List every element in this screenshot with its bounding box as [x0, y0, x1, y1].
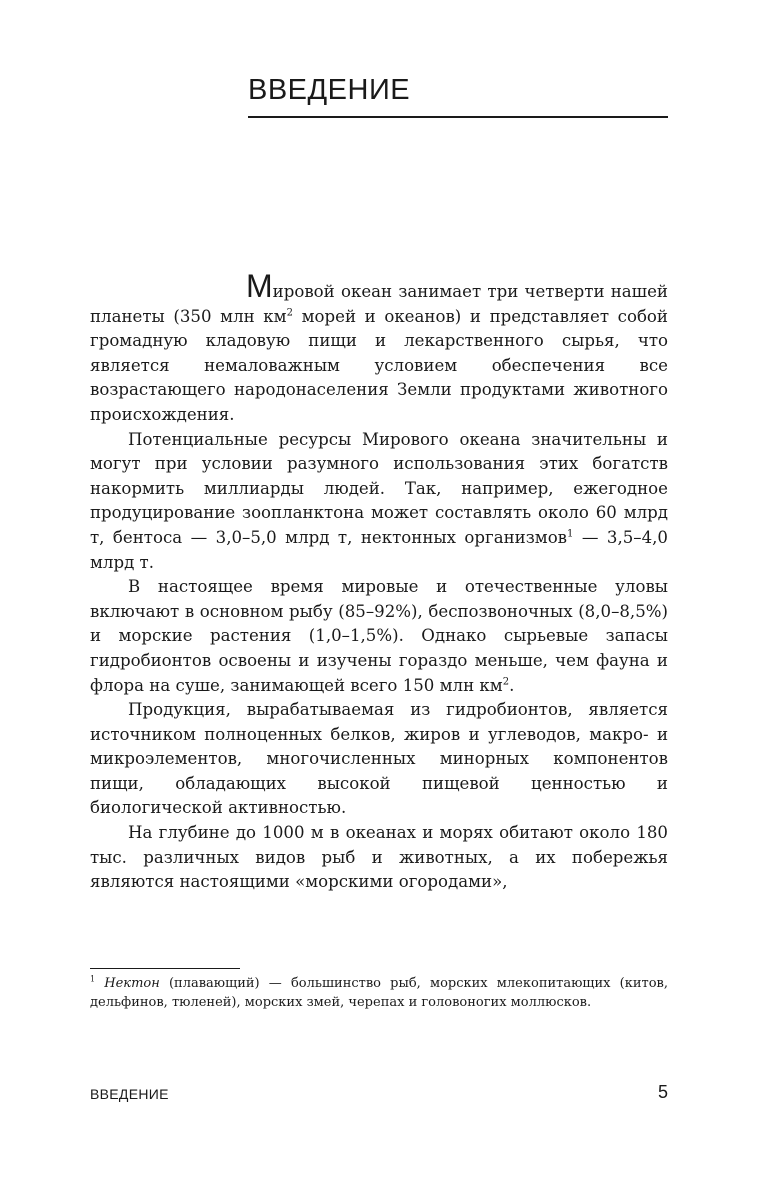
paragraph-1-text-2: морей и океанов) и представляет собой громадную кладовую пищи и лекарственного сырья, что является немаловажным условием обеспечения все возрастающего народонаселения Земли продуктами животного происхождения. [90, 306, 668, 424]
paragraph-4 [90, 698, 668, 821]
paragraph-3-text: В настоящее время мировые и отечественные уловы включают в основном рыбу (85–92%), беспозвоночных (8,0–8,5%) и морские растения (1,0–1,5%). Однако сырьевые запасы гидробионтов освоены и изучены гораздо меньше, чем фауна и флора на суше, занимающей всего 150 млн км [90, 577, 668, 695]
page-number: 5 [657, 1082, 668, 1102]
paragraph-4-text: Продукция, вырабатываемая из гидробионтов, является источником полноценных белков, жиров и углеводов, макро- и микроэлементов, многочисленных минорных компонентов пищи, обладающих высокой пищевой ценностью и биологической активностью. [90, 700, 668, 818]
superscript: 2 [502, 675, 510, 687]
chapter-title: ВВЕДЕНИЕ [248, 74, 411, 106]
footnote [90, 974, 668, 1012]
paragraph-2-text: Потенциальные ресурсы Мирового океана значительны и могут при условии разумного использования этих богатств накормить миллиарды людей. Так, например, ежегодное продуцирование зоопланктона может составлять около 60 млрд т, бентоса — 3,0–5,0 млрд т, нектонных организмов [90, 429, 668, 547]
paragraph-1 [90, 268, 668, 428]
paragraph-3 [90, 575, 668, 698]
main-text [90, 268, 668, 895]
footnote-reference[interactable]: 1 [567, 528, 574, 540]
paragraph-5 [90, 821, 668, 895]
paragraph-2 [90, 428, 668, 576]
running-title: ВВЕДЕНИЕ [90, 1086, 169, 1102]
paragraph-2-text-2: — 3,5–4,0 млрд т. [90, 527, 668, 572]
paragraph-3-text-2: . [509, 675, 515, 695]
dropcap: М [246, 268, 273, 304]
footnote-term: Нектон [104, 976, 160, 991]
superscript: 2 [286, 307, 293, 319]
paragraph-1-text: ировой океан занимает три четверти нашей планеты (350 млн км [90, 282, 668, 326]
footnote-divider [90, 968, 240, 969]
title-underline [248, 116, 668, 118]
footnote-text: (плавающий) — большинство рыб, морских млекопитающих (китов, дельфинов, тюленей), морских змей, черепах и головоногих моллюсков. [90, 976, 668, 1010]
paragraph-5-text: На глубине до 1000 м в океанах и морях обитают около 180 тыс. различных видов рыб и животных, а их побережья являются настоящими «морскими огородами», [90, 823, 668, 892]
footnote-marker: 1 [90, 974, 96, 984]
